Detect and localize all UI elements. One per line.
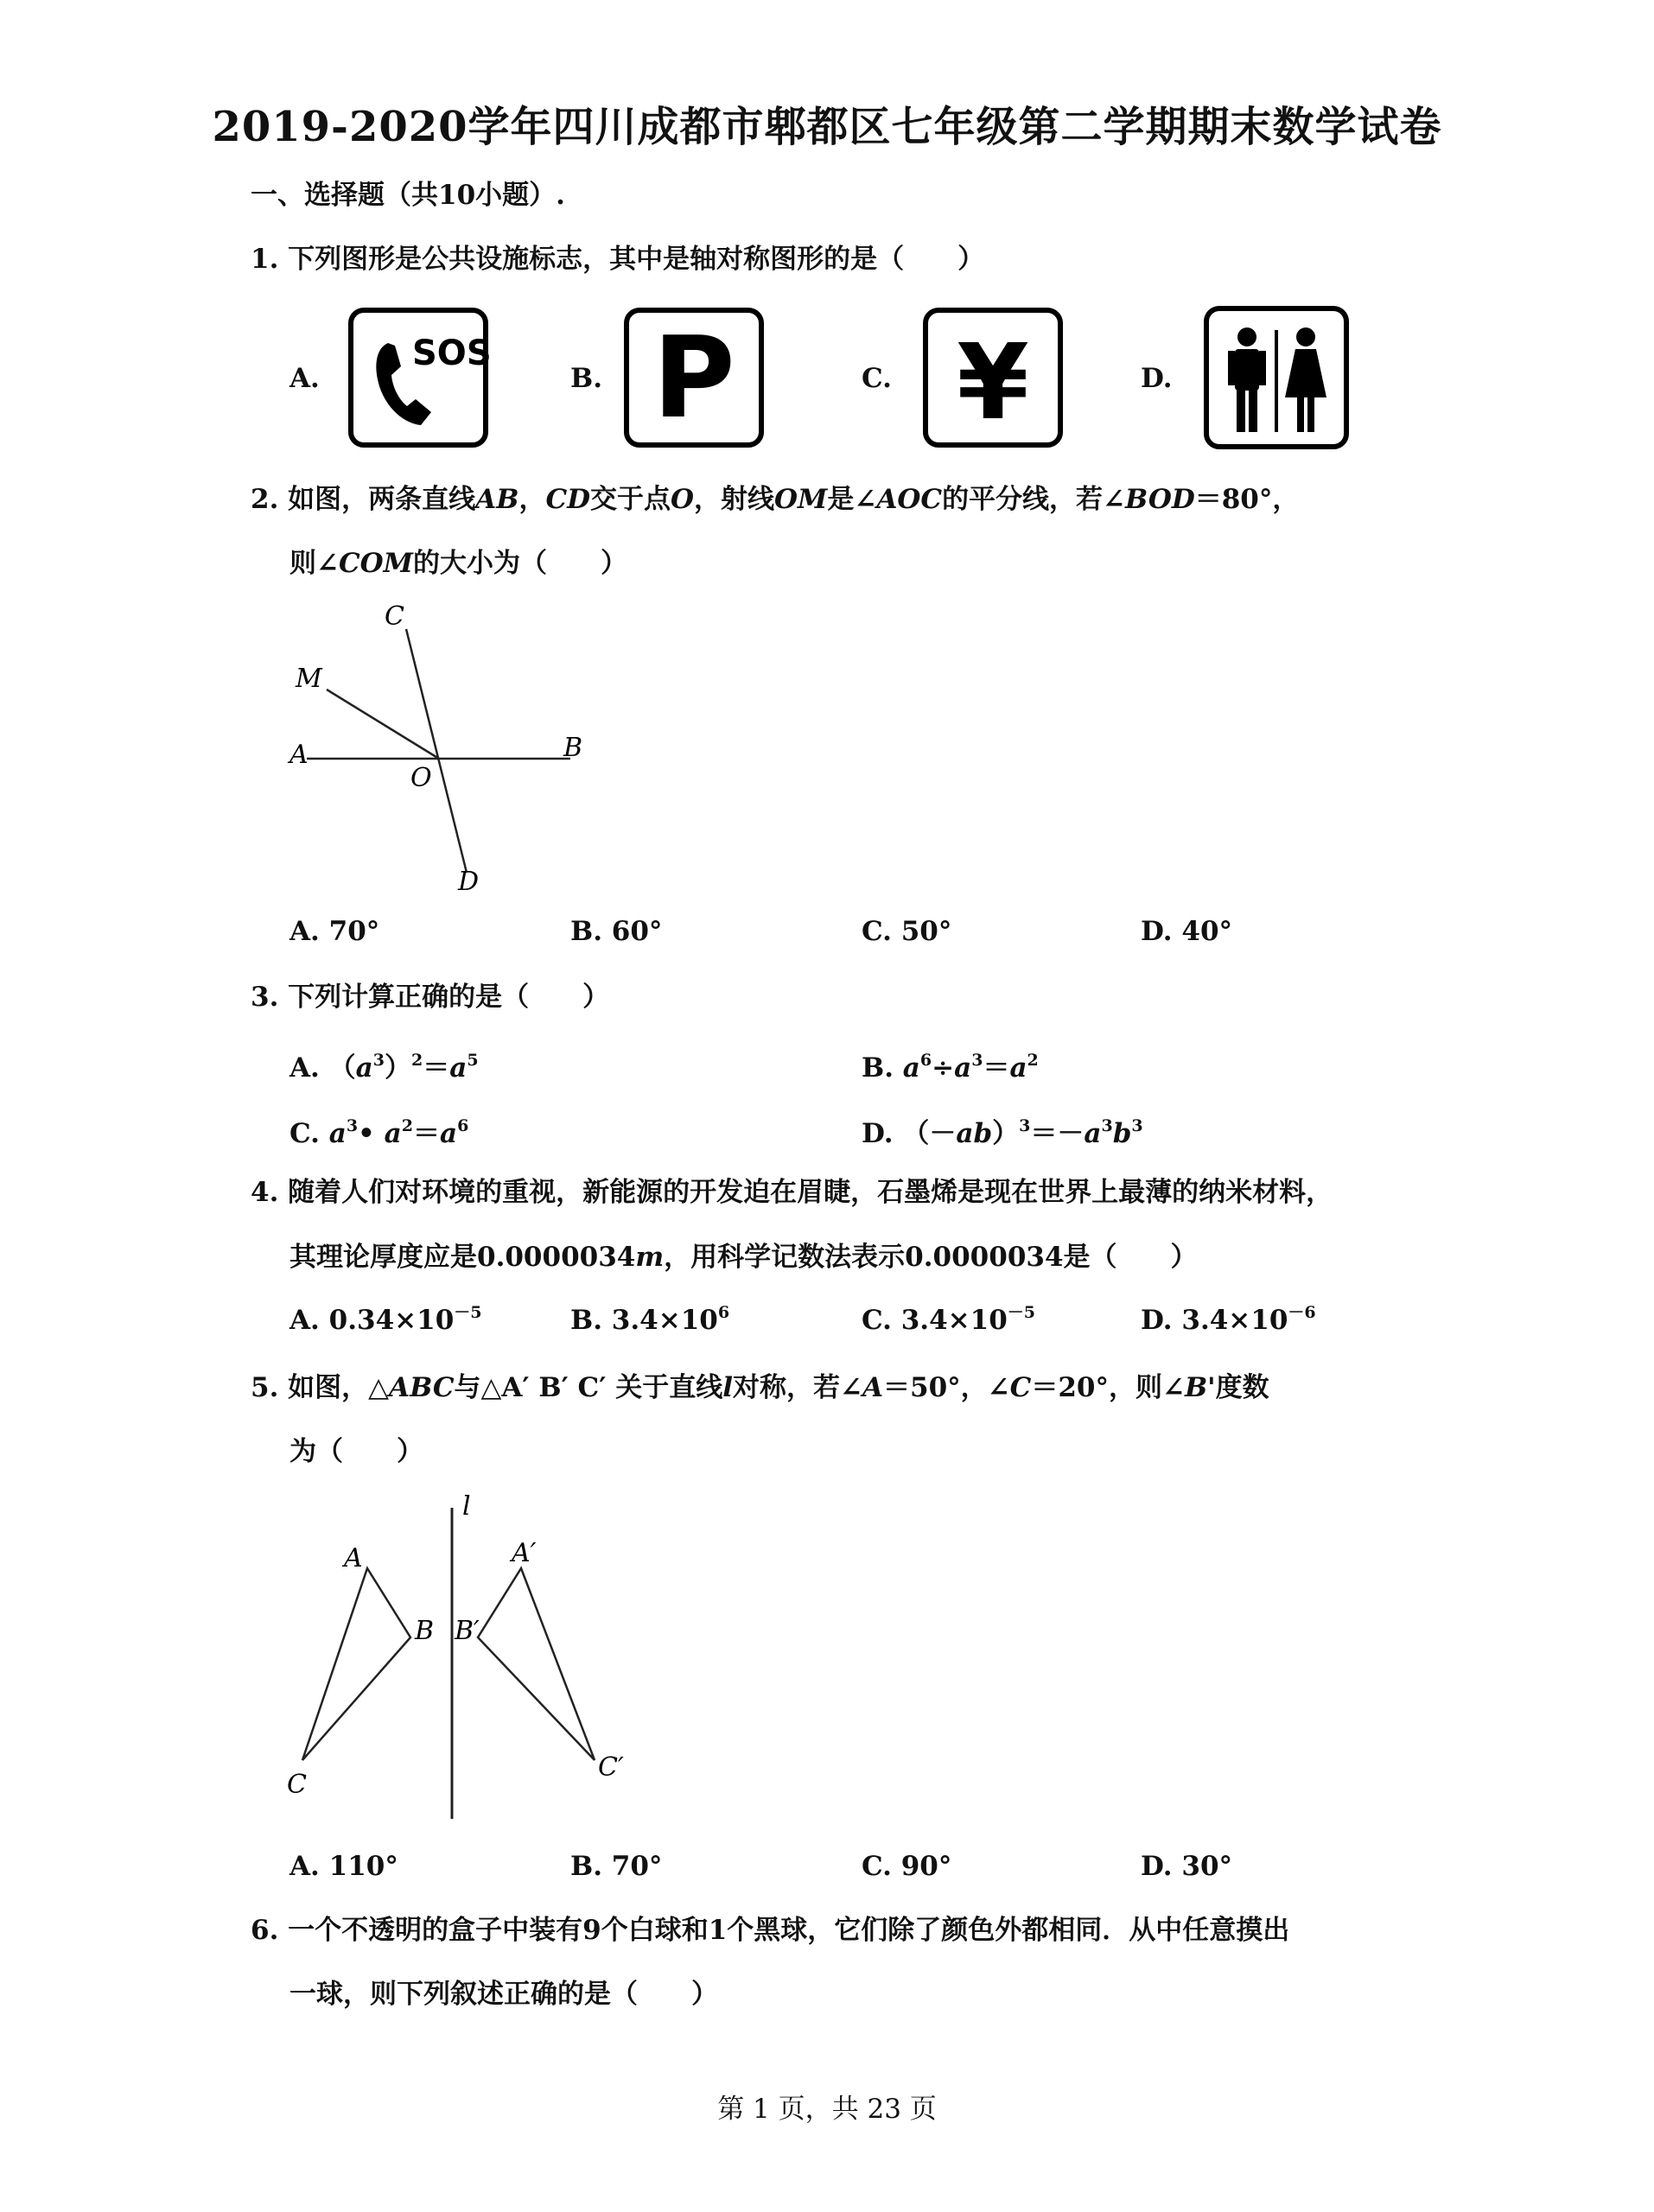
option-c: C. $3.4\times 10^{-5}$ — [862, 1303, 1035, 1336]
figure-intersecting-lines — [285, 596, 605, 899]
question-6-line-1 — [251, 1913, 1289, 1948]
question-text: ，射线 — [694, 484, 775, 515]
option-label: A. — [289, 363, 320, 394]
label-a-prime: A′ — [512, 1538, 537, 1568]
ray-om: OM — [774, 484, 828, 515]
question-number: 4. — [251, 1177, 279, 1208]
label-b-prime: B′ — [455, 1616, 480, 1646]
label-b: B — [415, 1616, 435, 1646]
question-6-line-2: 一球，则下列叙述正确的是（ ） — [289, 1979, 718, 2010]
label-d: D — [458, 867, 480, 897]
option-a: A. $0.34\times 10^{-5}$ — [289, 1303, 482, 1336]
restroom-icon — [1204, 306, 1349, 449]
line-ab: AB — [475, 484, 519, 515]
angle-bod: BOD — [1125, 484, 1195, 515]
question-5-line-1: 5. 如图，△ABC与△A′ B′ C′ 关于直线l对称，若∠A＝50°，∠C＝20°，则∠B'度数 — [251, 1372, 1269, 1403]
option-c: C. 50° — [862, 916, 952, 947]
option-b: B. $a^6\div a^3=a^2$ — [862, 1051, 1039, 1084]
label-a: A — [289, 740, 309, 770]
option-b: B. 70° — [570, 1851, 663, 1882]
question-4-line-1 — [251, 1175, 1333, 1210]
question-2-line-1 — [251, 482, 1299, 517]
parking-letter: P — [652, 312, 735, 443]
question-text: 一个不透明的盒子中装有9个白球和1个黑球，它们除了颜色外都相同．从中任意摸出 — [288, 1915, 1290, 1946]
angle-com: COM — [338, 548, 413, 579]
label-a: A — [344, 1543, 363, 1573]
question-text: ＝80°， — [1194, 484, 1300, 515]
option-b: B. $3.4\times 10^6$ — [570, 1303, 730, 1336]
yen-symbol: ¥ — [957, 323, 1029, 443]
question-number: 1. — [251, 244, 279, 275]
parking-p-icon — [624, 308, 764, 448]
figure-symmetric-triangles — [277, 1491, 639, 1836]
question-text: 的平分线，若∠ — [942, 484, 1126, 515]
question-text: 则∠ — [289, 548, 339, 579]
label-c: C — [287, 1770, 307, 1800]
question-text: 随着人们对环境的重视，新能源的开发迫在眉睫，石墨烯是现在世界上最薄的纳米材料， — [288, 1177, 1333, 1208]
option-c: C. $a^3•$ $a^2=a^6$ — [289, 1116, 469, 1149]
page-footer: 第 1 页，共 23 页 — [717, 2094, 937, 2125]
option-a: A. 110° — [289, 1851, 398, 1882]
option-label: C. — [862, 363, 892, 394]
question-5-line-2: 为（ ） — [289, 1436, 423, 1467]
label-m: M — [296, 664, 322, 694]
point-o: O — [671, 484, 695, 515]
question-number: 6. — [251, 1915, 279, 1946]
question-2-line-2 — [289, 546, 627, 581]
question-4-line-2: 其理论厚度应是0.0000034m，用科学记数法表示0.0000034是（ ） — [289, 1242, 1198, 1273]
option-label: B. — [570, 363, 602, 394]
page-title: 2019-2020学年四川成都市郫都区七年级第二学期期末数学试卷 — [212, 103, 1442, 151]
sos-label: SOS — [412, 334, 492, 373]
option-b: B. 60° — [570, 916, 663, 947]
option-a: A. 70° — [289, 916, 380, 947]
option-d: D. $3.4\times 10^{-6}$ — [1141, 1303, 1316, 1336]
question-text: 的大小为（ ） — [412, 548, 627, 579]
label-l: l — [462, 1491, 471, 1522]
yen-icon — [923, 308, 1063, 448]
question-text: ， — [518, 484, 546, 515]
angle-aoc: AOC — [876, 484, 943, 515]
label-b: B — [563, 733, 583, 763]
question-number: 5. — [251, 1372, 279, 1403]
question-text: 下列图形是公共设施标志，其中是轴对称图形的是（ ） — [288, 244, 985, 275]
option-c: C. 90° — [862, 1851, 952, 1882]
option-d: D. 30° — [1141, 1851, 1233, 1882]
phone-sos-icon — [348, 308, 492, 448]
line-cd: CD — [545, 484, 590, 515]
question-number: 3. — [251, 982, 279, 1013]
question-number: 2. — [251, 484, 279, 515]
option-d: D. $(-ab)^3=-a^3b^3$ — [862, 1116, 1143, 1149]
question-text: 是∠ — [827, 484, 877, 515]
option-label: D. — [1141, 363, 1173, 394]
label-o: O — [410, 763, 432, 793]
option-a: A. $(a^3)^2=a^5$ — [289, 1051, 479, 1084]
label-c: C — [385, 601, 404, 632]
section-heading: 一、选择题（共10小题）. — [251, 180, 565, 211]
question-3 — [251, 980, 609, 1014]
label-c-prime: C′ — [598, 1752, 624, 1783]
option-d: D. 40° — [1141, 916, 1233, 947]
question-text: 如图，两条直线 — [288, 484, 476, 515]
question-text: 交于点 — [590, 484, 671, 515]
question-text: 下列计算正确的是（ ） — [288, 982, 610, 1013]
question-1 — [251, 242, 984, 276]
